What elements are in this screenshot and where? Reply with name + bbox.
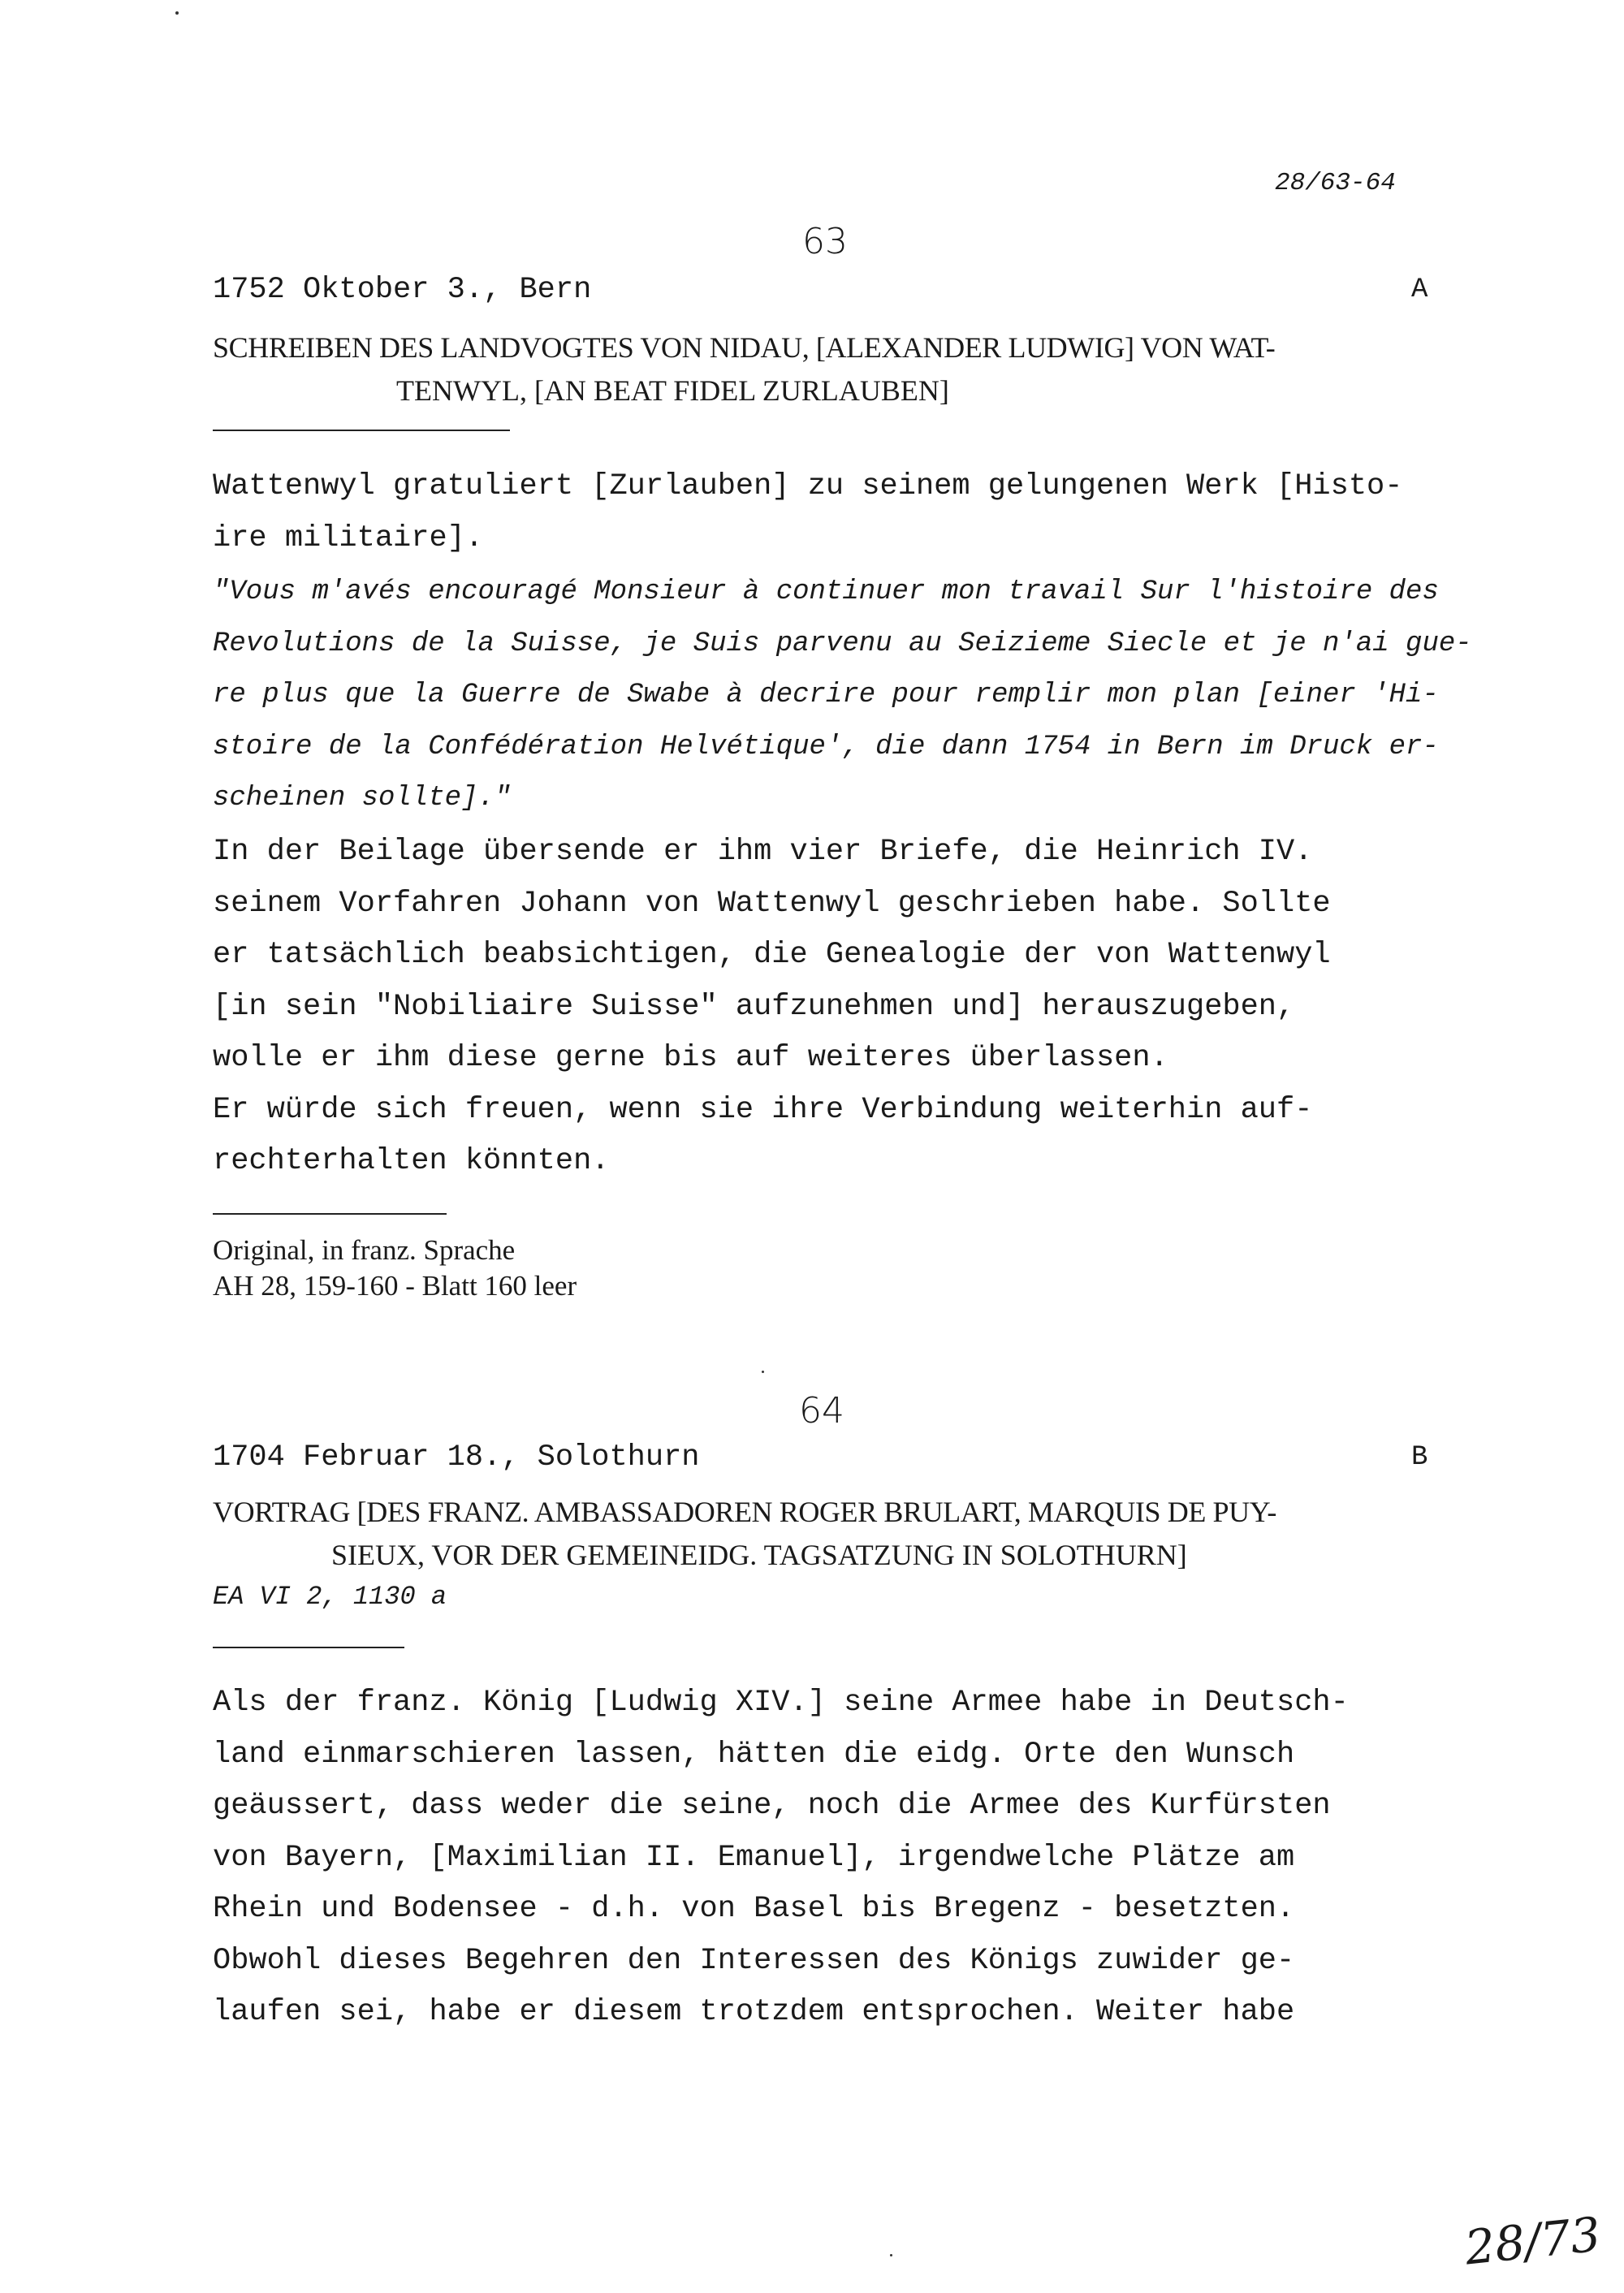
source-line: Original, in franz. Sprache bbox=[213, 1234, 516, 1266]
body-line: Als der franz. König [Ludwig XIV.] seine Armee habe in Deutsch- bbox=[213, 1686, 1349, 1720]
source-line: AH 28, 159-160 - Blatt 160 leer bbox=[213, 1270, 577, 1302]
body-line: seinem Vorfahren Johann von Wattenwyl geschrieben habe. Sollte bbox=[213, 886, 1331, 921]
entry-63-body bbox=[213, 827, 1331, 1188]
entry-64-dateline: 1704 Februar 18., Solothurn bbox=[213, 1440, 700, 1475]
entry-64-headline-line2: SIEUX, VOR DER GEMEINEIDG. TAGSATZUNG IN SOLOTHURN] bbox=[331, 1539, 1187, 1571]
entry-64-body bbox=[213, 1678, 1349, 2039]
quote-line: re plus que la Guerre de Swabe à decrire pour remplir mon plan [einer 'Hi- bbox=[213, 680, 1439, 710]
handwritten-folio-number: 28/73 bbox=[1462, 2206, 1604, 2276]
entry-63-summary bbox=[213, 461, 1402, 564]
body-line: laufen sei, habe er diesem trotzdem entsprochen. Weiter habe bbox=[213, 1995, 1295, 2029]
quote-line: scheinen sollte]." bbox=[213, 783, 512, 814]
entry-64-doc-type: B bbox=[1411, 1442, 1428, 1473]
scan-speck bbox=[890, 2254, 892, 2256]
entry-number-64: 64 bbox=[799, 1390, 844, 1432]
archive-reference: 28/63-64 bbox=[1275, 169, 1396, 197]
body-line: Er würde sich freuen, wenn sie ihre Verbindung weiterhin auf- bbox=[213, 1092, 1313, 1127]
summary-line: ire militaire]. bbox=[213, 520, 484, 555]
entry-64-citation: EA VI 2, 1130 a bbox=[213, 1582, 447, 1612]
entry-64-headline-line1: VORTRAG [DES FRANZ. AMBASSADOREN ROGER BRULART, MARQUIS DE PUY- bbox=[213, 1496, 1276, 1528]
body-line: geäussert, dass weder die seine, noch die Armee des Kurfürsten bbox=[213, 1789, 1331, 1823]
entry-63-quote bbox=[213, 567, 1472, 825]
entry-63-headline-line2: TENWYL, [AN BEAT FIDEL ZURLAUBEN] bbox=[396, 374, 949, 407]
body-line: Rhein und Bodensee - d.h. von Basel bis Bregenz - besetzten. bbox=[213, 1892, 1295, 1926]
entry-63-source-rule bbox=[213, 1213, 447, 1215]
body-line: von Bayern, [Maximilian II. Emanuel], irgendwelche Plätze am bbox=[213, 1840, 1295, 1875]
entry-63-header-rule bbox=[213, 430, 510, 431]
body-line: wolle er ihm diese gerne bis auf weiteres überlassen. bbox=[213, 1041, 1168, 1075]
body-line: [in sein "Nobiliaire Suisse" aufzunehmen und] herauszugeben, bbox=[213, 989, 1295, 1024]
scan-speck bbox=[175, 11, 179, 15]
entry-64-headline bbox=[213, 1491, 1471, 1577]
scan-speck bbox=[762, 1371, 764, 1373]
summary-line: Wattenwyl gratuliert [Zurlauben] zu seinem gelungenen Werk [Histo- bbox=[213, 469, 1403, 503]
entry-63-source bbox=[213, 1233, 577, 1304]
entry-number-63: 63 bbox=[802, 221, 848, 262]
body-line: er tatsächlich beabsichtigen, die Genealogie der von Wattenwyl bbox=[213, 938, 1331, 972]
entry-64-header-rule bbox=[213, 1647, 404, 1648]
body-line: In der Beilage übersende er ihm vier Briefe, die Heinrich IV. bbox=[213, 835, 1313, 869]
quote-line: Revolutions de la Suisse, je Suis parvenu au Seizieme Siecle et je n'ai gue- bbox=[213, 628, 1472, 659]
body-line: rechterhalten könnten. bbox=[213, 1144, 610, 1178]
entry-63-headline bbox=[213, 326, 1471, 412]
body-line: Obwohl dieses Begehren den Interessen des Königs zuwider ge- bbox=[213, 1943, 1295, 1978]
quote-line: "Vous m'avés encouragé Monsieur à continuer mon travail Sur l'histoire des bbox=[213, 576, 1439, 607]
quote-line: stoire de la Confédération Helvétique', die dann 1754 in Bern im Druck er- bbox=[213, 731, 1439, 762]
entry-63-dateline: 1752 Oktober 3., Bern bbox=[213, 273, 592, 307]
entry-63-doc-type: A bbox=[1411, 274, 1428, 305]
entry-63-headline-line1: SCHREIBEN DES LANDVOGTES VON NIDAU, [ALEXANDER LUDWIG] VON WAT- bbox=[213, 331, 1276, 364]
body-line: land einmarschieren lassen, hätten die eidg. Orte den Wunsch bbox=[213, 1737, 1295, 1772]
